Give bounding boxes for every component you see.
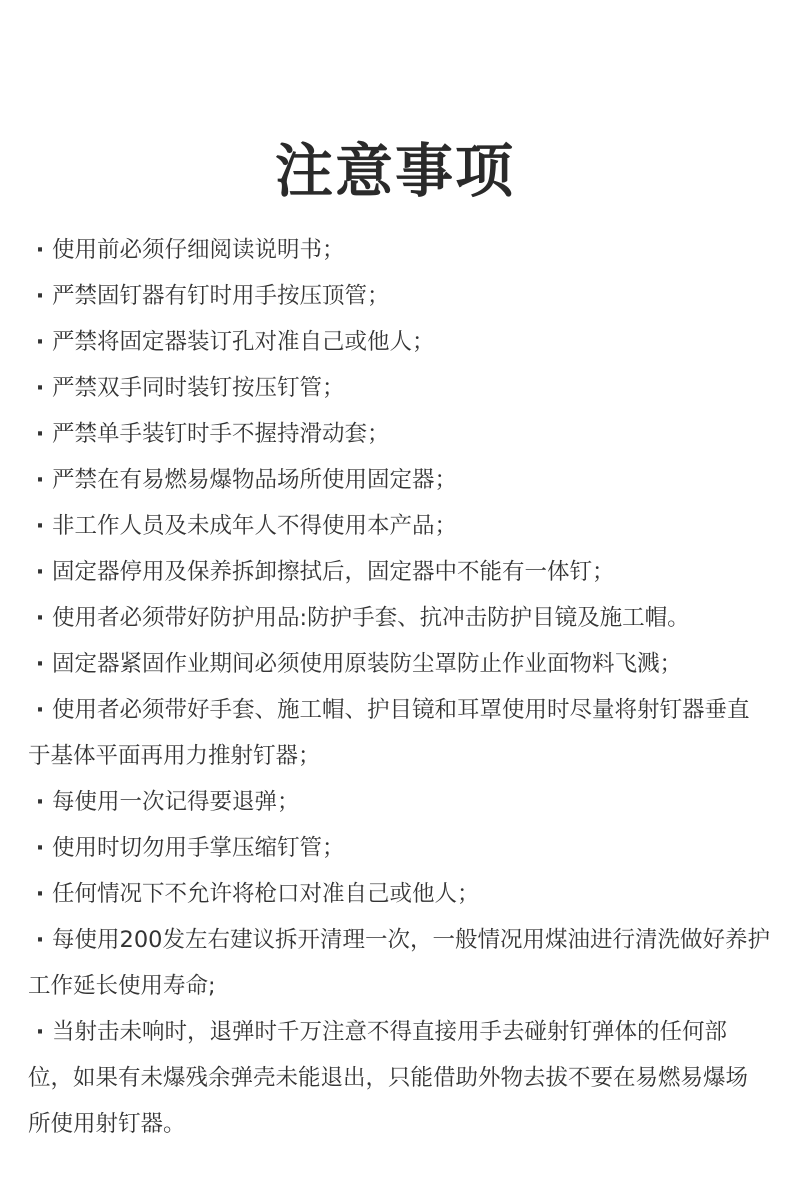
bullet-icon: ·	[35, 559, 45, 585]
bullet-icon: ·	[35, 237, 45, 263]
note-item	[28, 227, 770, 273]
note-text: 严禁在有易燃易爆物品场所使用固定器；	[52, 467, 458, 493]
note-item	[28, 1009, 770, 1147]
bullet-icon: ·	[35, 1019, 45, 1045]
bullet-icon: ·	[35, 697, 45, 723]
note-text: 严禁固钉器有钉时用手按压顶管；	[52, 283, 390, 309]
bullet-icon: ·	[35, 651, 45, 677]
bullet-icon: ·	[35, 513, 45, 539]
note-text: 使用时切勿用手掌压缩钉管；	[52, 835, 345, 861]
note-item	[28, 825, 770, 871]
note-text: 每使用一次记得要退弹；	[52, 789, 300, 815]
note-item	[28, 595, 770, 641]
bullet-icon: ·	[35, 835, 45, 861]
note-text: 使用者必须带好手套、施工帽、护目镜和耳罩使用时尽量将射钉器垂直于基体平面再用力推射钉器；	[28, 697, 750, 769]
bullet-icon: ·	[35, 329, 45, 355]
note-item	[28, 871, 770, 917]
note-item	[28, 273, 770, 319]
bullet-icon: ·	[35, 375, 45, 401]
note-text: 非工作人员及未成年人不得使用本产品；	[52, 513, 458, 539]
note-item	[28, 549, 770, 595]
note-text: 使用者必须带好防护用品:防护手套、抗冲击防护目镜及施工帽。	[52, 605, 690, 631]
bullet-icon: ·	[35, 421, 45, 447]
note-item	[28, 365, 770, 411]
note-item	[28, 641, 770, 687]
bullet-icon: ·	[35, 283, 45, 309]
note-item	[28, 687, 770, 779]
note-item	[28, 319, 770, 365]
note-text: 固定器停用及保养拆卸擦拭后，固定器中不能有一体钉；	[52, 559, 615, 585]
page-title: 注意事项	[274, 136, 515, 205]
bullet-icon: ·	[35, 467, 45, 493]
note-text: 当射击未响时，退弹时千万注意不得直接用手去碰射钉弹体的任何部位，如果有未爆残余弹壳未能退出，只能借助外物去拔不要在易燃易爆场所使用射钉器。	[28, 1019, 749, 1137]
note-text: 每使用200发左右建议拆开清理一次，一般情况用煤油进行清洗做好养护工作延长使用寿命;	[28, 927, 770, 999]
note-item	[28, 779, 770, 825]
note-text: 严禁将固定器装订孔对准自己或他人；	[52, 329, 435, 355]
note-text: 使用前必须仔细阅读说明书；	[52, 237, 345, 263]
bullet-icon: ·	[35, 789, 45, 815]
note-text: 严禁单手装钉时手不握持滑动套；	[52, 421, 390, 447]
notes-list	[28, 227, 770, 1147]
note-text: 严禁双手同时装钉按压钉管；	[52, 375, 345, 401]
note-item	[28, 411, 770, 457]
note-item	[28, 503, 770, 549]
note-text: 任何情况下不允许将枪口对准自己或他人；	[52, 881, 480, 907]
note-text: 固定器紧固作业期间必须使用原装防尘罩防止作业面物料飞溅；	[52, 651, 683, 677]
bullet-icon: ·	[35, 881, 45, 907]
note-item	[28, 457, 770, 503]
bullet-icon: ·	[35, 927, 45, 953]
bullet-icon: ·	[35, 605, 45, 631]
note-item	[28, 917, 770, 1009]
